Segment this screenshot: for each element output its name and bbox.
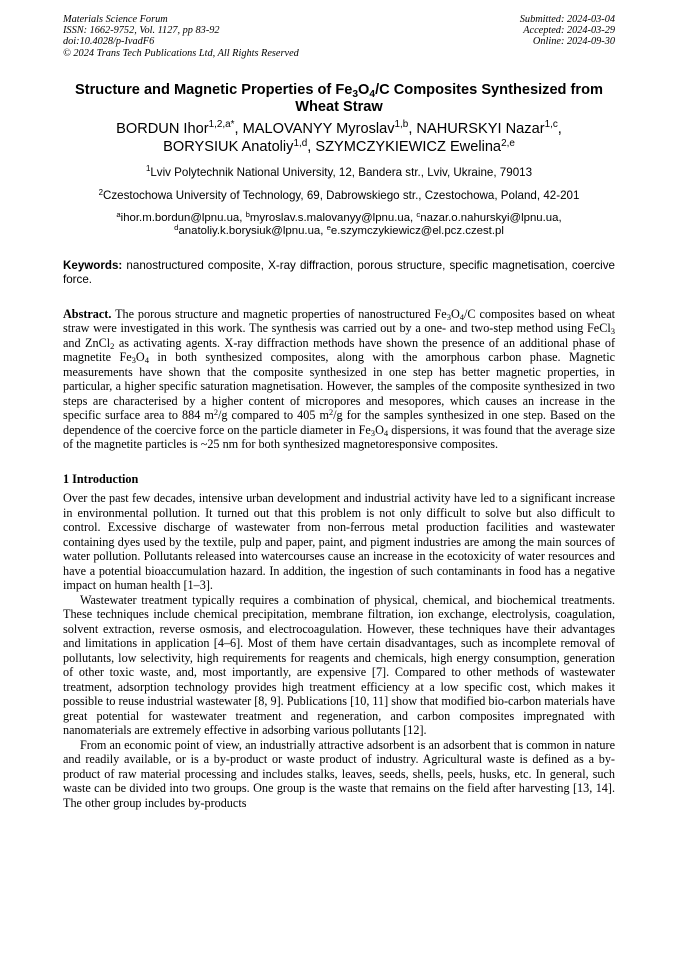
- date-submitted: Submitted: 2024-03-04: [519, 14, 615, 25]
- journal-copyright: © 2024 Trans Tech Publications Ltd, All Rights Reserved: [63, 47, 299, 59]
- abstract-label: Abstract.: [63, 306, 112, 321]
- paragraph: Over the past few decades, intensive urban development and industrial activity have led to a significant increase in environmental pollution. It turned out that this problem is not only difficult to solve but also difficult to control. Excessive discharge of wastewater from non-ferrous metal production facilities and wastewater containing dyes used by the textile, pulp and paper, paint, and pigment industries are among the main sources of water pollution. Pollutants released into watercourses cause an increase in the ecotoxicity of water resources and have a potential bioaccumulation hazard. In addition, the ingestion of such contaminants in food has a negative impact on human health [1–3].: [63, 491, 615, 593]
- keywords: [63, 259, 615, 288]
- journal-issn: ISSN: 1662-9752, Vol. 1127, pp 83-92: [63, 25, 220, 37]
- submission-dates: [520, 14, 615, 48]
- author-list: [63, 120, 615, 157]
- section-body: [63, 491, 615, 810]
- author-emails: [63, 209, 615, 239]
- author: BORDUN Ihor$^{1,2,a*}$,: [116, 119, 243, 137]
- paper-page: [63, 14, 615, 810]
- keywords-text: nanostructured composite, X-ray diffraction, porous structure, specific magnetisation, coercive force.: [63, 259, 615, 287]
- author: BORYSIUK Anatoliy$^{1,d}$,: [163, 137, 316, 156]
- email[interactable]: $^b$myroslav.s.malovanyy@lpnu.ua,: [245, 209, 417, 224]
- journal-info: [63, 14, 299, 59]
- email[interactable]: $^e$e.szymczykiewicz@el.pcz.czest.pl: [326, 223, 504, 238]
- journal-header: [63, 14, 615, 64]
- email[interactable]: $^c$nazar.o.nahurskyi@lpnu.ua,: [416, 209, 562, 224]
- abstract: Abstract. The porous structure and magnetic properties of nanostructured $Fe_3O_4/C$ composites based on wheat straw were investigated in this work. The synthesis was carried out by a one- and two-step method using FeCl$_3$ and ZnCl$_2$ as activating agents. X-ray diffraction methods have shown the presence of an additional phase of magnetite $Fe_3O_4$ in both synthesized composites, along with the amorphous carbon phase. Magnetic measurements have shown that the composite synthesized in one step has better magnetic properties, in particular, a higher specific saturation magnetisation. However, the samples of the composite synthesized in two steps are characterised by a higher content of micropores and mesopores, which causes an increase in the specific surface area to 884 $m^2/g$ compared to 405 $m^2/g$ for the samples synthesized in one step. Based on the dependence of the coercive force on the particle diameter in $Fe_3O_4$ dispersions, it was found that the average size of the magnetite particles is ~25 nm for both synthesized magnetoresponsive composites.: [63, 306, 616, 452]
- author: MALOVANYY Myroslav$^{1,b}$,: [242, 119, 417, 137]
- keywords-label: Keywords:: [63, 259, 123, 272]
- journal-name: Materials Science Forum: [63, 14, 168, 25]
- affiliation: $^1$Lviv Polytechnik National University, 12, Bandera str., Lviv, Ukraine, 79013: [145, 164, 533, 179]
- author: SZYMCZYKIEWICZ Ewelina$^{2,e}$: [315, 137, 515, 156]
- email[interactable]: $^a$ihor.m.bordun@lpnu.ua,: [116, 209, 246, 224]
- paragraph: Wastewater treatment typically requires a combination of physical, chemical, and biochemical treatments. These techniques include chemical precipitation, membrane filtration, ion exchange, electrolysis, coagulation, solvent extraction, reverse osmosis, and electrocoagulation. However, these techniques have their advantages and limitations in application [4–6]. Most of them have certain disadvantages, such as incomplete removal of pollutants, low selectivity, high requirements for reagents and chemicals, high energy consumption, generation of other toxic waste, and, most importantly, are expensive [7]. Compared to other methods of wastewater treatment, adsorption technology provides high treatment efficiency at a low specific cost, which makes it possible to reuse industrial wastewater [8, 9]. Publications [10, 11] show that modified bio-carbon materials have great potential for wastewater treatment and regeneration, and carbon composites impregnated with nanomaterials are extremely effective in adsorbing various pollutants [12].: [63, 592, 615, 738]
- affiliation: $^2$Czestochowa University of Technology, 69, Dabrowskiego str., Czestochowa, Poland, 42-201: [98, 187, 580, 203]
- author: NAHURSKYI Nazar$^{1,c}$,: [416, 119, 562, 137]
- date-accepted: Accepted: 2024-03-29: [523, 25, 615, 37]
- paper-title: Structure and Magnetic Properties of $Fe_3O_4/C$ Composites Synthesized from Wheat Straw: [75, 82, 603, 116]
- section-heading: 1 Introduction: [63, 471, 139, 486]
- paragraph: From an economic point of view, an industrially attractive adsorbent is an adsorbent that is common in nature and readily available, or is a by-product or waste product of industry. Agricultural waste is defined as a by-product of raw material processing and includes stalks, leaves, seeds, shells, peels, husks, etc. In general, such waste can be divided into two groups. One group is the waste that remains on the field after harvesting [13, 14]. The other group includes by-products: [63, 737, 615, 810]
- journal-doi: doi:10.4028/p-IvadF6: [63, 36, 155, 48]
- email[interactable]: $^d$anatoliy.k.borysiuk@lpnu.ua,: [174, 223, 327, 238]
- date-online: Online: 2024-09-30: [532, 36, 615, 48]
